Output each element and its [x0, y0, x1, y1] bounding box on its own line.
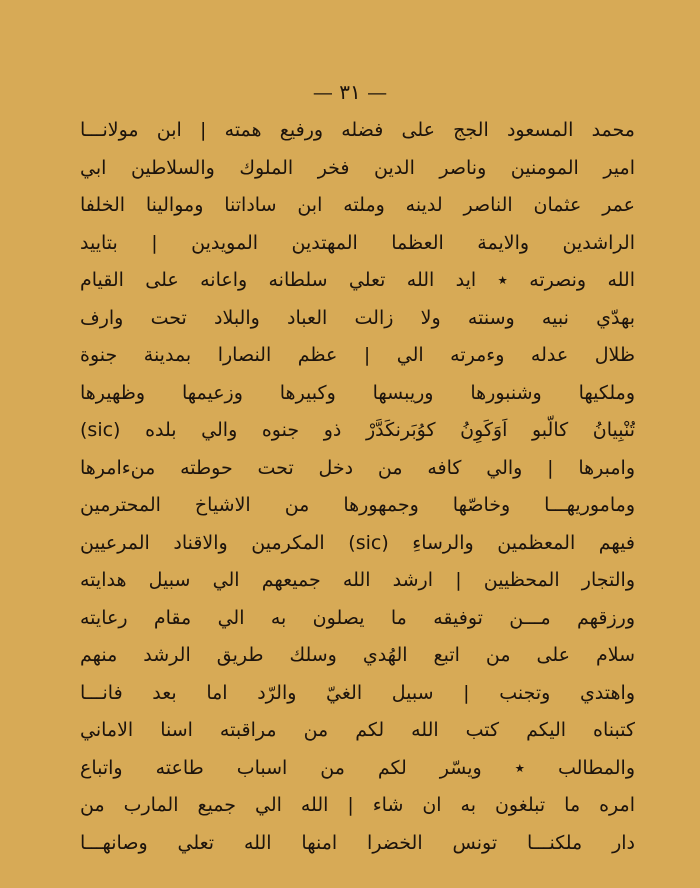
text-line: محمد المسعود الجج على فضله ورفيع همته | ابن مولانـــا — [80, 119, 635, 141]
arabic-text-body — [80, 112, 635, 862]
text-line: الراشدين والايمة العظما المهتدين المويدين | بتاييد — [80, 231, 635, 254]
text-line: سلام على من اتبع الهُدي وسلك طريق الرشد منهم — [80, 644, 635, 666]
text-line: عمر عثمان الناصر لدينه وملته ابن ساداتنا وموالينا الخلفا — [80, 194, 635, 216]
text-line: فيهم المعظمين والرساءِ (sic) المكرمين والاقناد المرعيين — [80, 531, 635, 554]
text-line: وامبرها | والي كافه من دخل تحت حوطته منءامرها — [80, 456, 635, 479]
page-number: — ٣١ — — [312, 80, 388, 104]
text-line: ورزقهم مـــن توفيقه ما يصلون به الي مقام رعايته — [80, 606, 635, 629]
text-line: تُنْبِيانُ كالّبو اَوَكَوِنُ كوُبَرنكَدَّرْ ذو جنوه والي بلده (sic) — [80, 419, 635, 441]
text-line: دار ملكنـــا تونس الخضرا امنها الله تعلي وصانهـــا — [80, 831, 635, 854]
text-line: واهتدي وتجنب | سبيل الغيّ والرّد اما بعد فانـــا — [80, 681, 635, 704]
text-line: وماموريهـــا وخاصّها وجمهورها من الاشياخ المحترمين — [80, 494, 635, 516]
text-line: كتبناه اليكم كتب الله لكم من مراقبته اسنا الاماني — [80, 719, 635, 741]
text-line: والمطالب ٭ ويسّر لكم من اسباب طاعته واتباع — [80, 756, 635, 779]
text-line: امره ما تبلغون به ان شاء | الله الي جميع المارب من — [80, 794, 635, 816]
text-line: وملكيها وشنبورها وريبسها وكبيرها وزعيمها وظهيرها — [80, 381, 635, 404]
text-line: امير المومنين وناصر الدين فخر الملوك والسلاطين ابي — [80, 156, 635, 179]
text-line: الله ونصرته ٭ ايد الله تعلي سلطانه واعانه على القيام — [80, 269, 635, 291]
text-line: والتجار المحظيين | ارشد الله جميعهم الي سبيل هدايته — [80, 569, 635, 591]
text-line: ظلال عدله وءمرته الي | عظم النصارا بمدينة جنوة — [80, 344, 635, 366]
text-line: بهدّي نبيه وسنته ولا زالت العباد والبلاد تحت وارف — [80, 306, 635, 329]
